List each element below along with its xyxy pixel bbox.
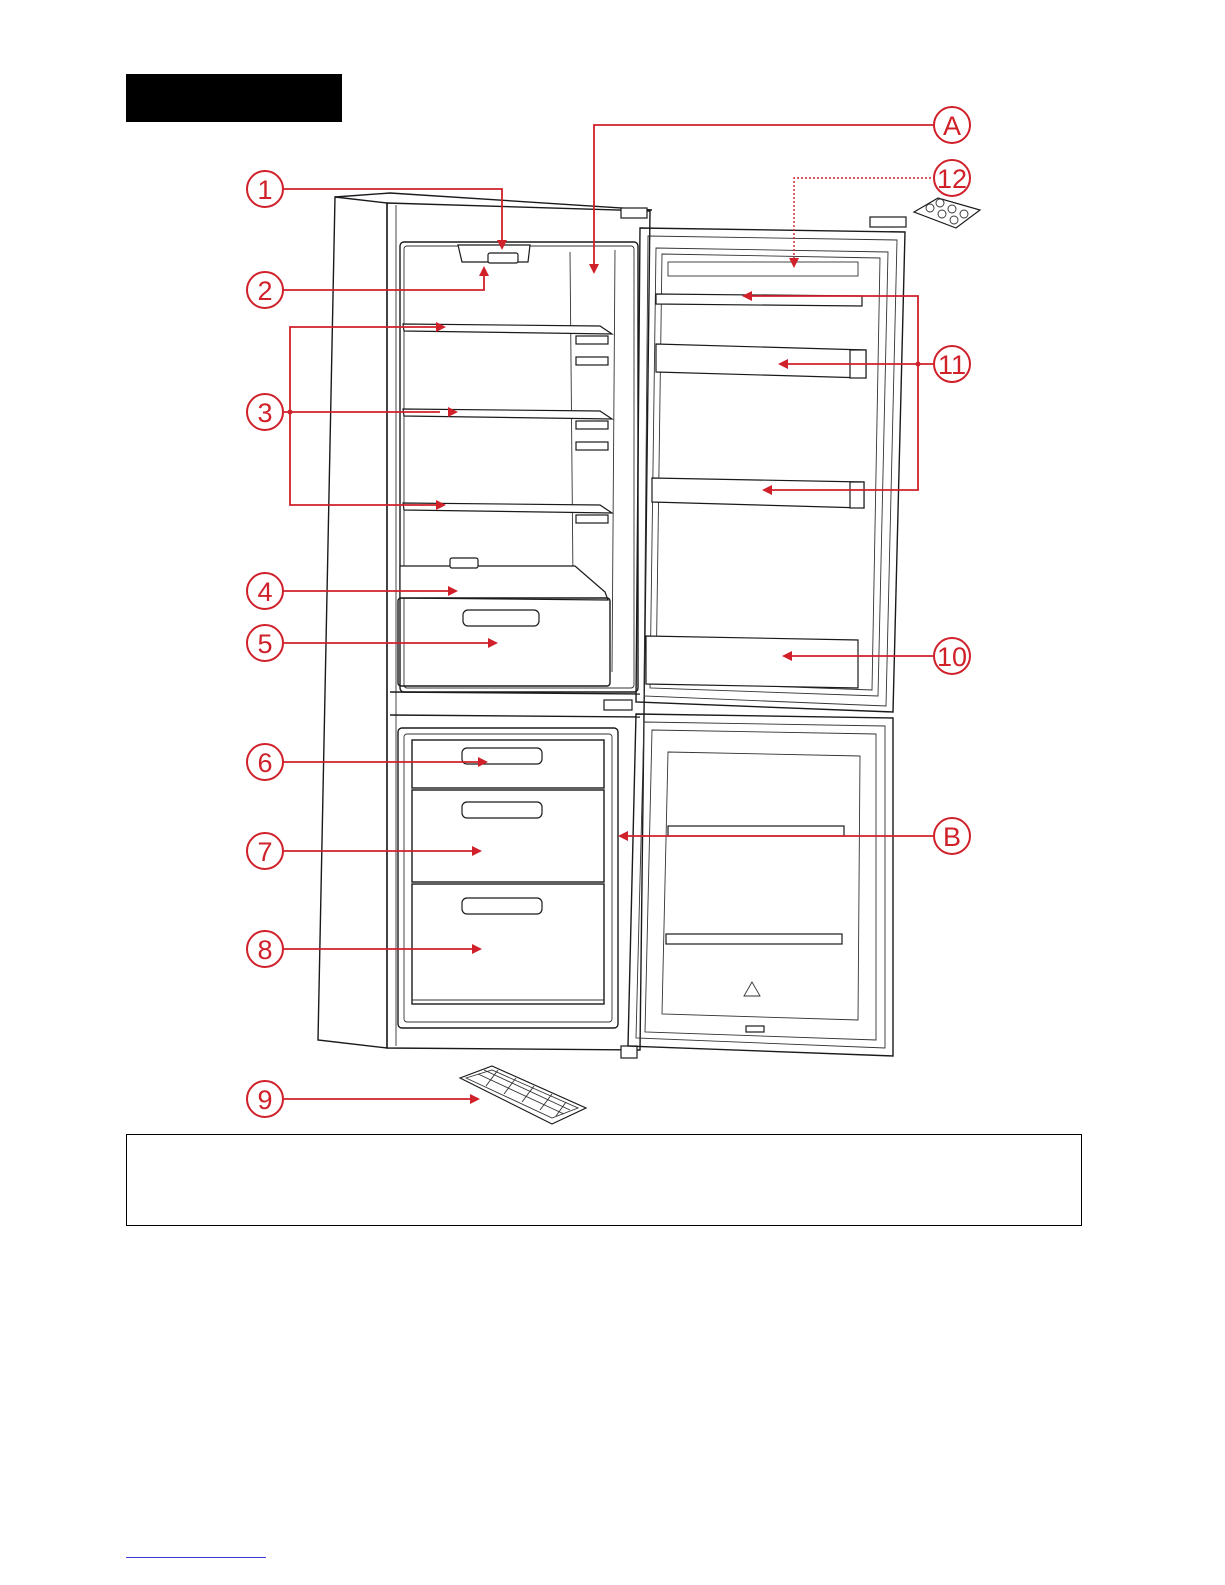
- leader-11-bracket: [748, 296, 918, 490]
- leader-A: [594, 125, 935, 268]
- callout-11-label: 11: [937, 350, 967, 380]
- callout-3-label: 3: [257, 398, 273, 428]
- glass-shelves: [403, 324, 612, 513]
- door-bins: [646, 294, 866, 688]
- callout-B: [934, 818, 970, 854]
- callout-7-label: 7: [257, 837, 273, 867]
- callout-10-label: 10: [936, 642, 968, 672]
- shelf-supports: [576, 336, 608, 523]
- callout-2-label: 2: [257, 276, 273, 306]
- caption-box: [126, 1134, 1082, 1226]
- callout-B-label: B: [942, 822, 962, 852]
- callout-7: [247, 833, 283, 869]
- callout-11: [934, 346, 970, 382]
- callout-3: [247, 394, 283, 430]
- fridge-door: [636, 217, 906, 712]
- callout-9-label: 9: [257, 1085, 273, 1115]
- callout-1-label: 1: [257, 175, 273, 205]
- leader-2: [283, 270, 484, 290]
- callout-A: [934, 107, 970, 143]
- leader-3-dot: [288, 410, 293, 415]
- callout-5-label: 5: [257, 629, 273, 659]
- callout-10: [934, 638, 970, 674]
- callout-6-label: 6: [257, 748, 273, 778]
- callout-2: [247, 272, 283, 308]
- callout-1: [247, 171, 283, 207]
- callout-12-label: 12: [936, 164, 968, 194]
- footer-link-underline: [126, 1557, 266, 1558]
- callout-12: [934, 160, 970, 196]
- freezer-door: [628, 714, 893, 1056]
- callout-4-label: 4: [257, 577, 273, 607]
- cabinet: [318, 193, 652, 1058]
- callout-9: [247, 1081, 283, 1117]
- ice-cube-tray: [460, 1066, 586, 1124]
- callout-4: [247, 573, 283, 609]
- callout-8-label: 8: [257, 935, 273, 965]
- leader-12: [794, 178, 935, 262]
- callout-8: [247, 931, 283, 967]
- egg-tray: [914, 198, 980, 228]
- callout-A-label: A: [942, 111, 962, 141]
- callout-5: [247, 625, 283, 661]
- callout-6: [247, 744, 283, 780]
- leader-11-dot: [916, 362, 921, 367]
